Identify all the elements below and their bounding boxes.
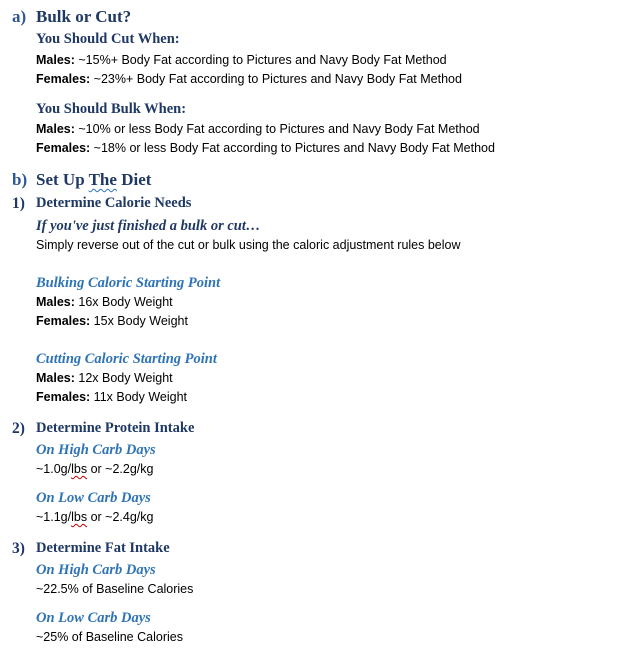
protein-high-heading: On High Carb Days <box>36 442 156 458</box>
protein-low-text <box>36 510 153 524</box>
bulking-males-line <box>36 295 173 309</box>
text-part: ~1.0g/ <box>36 462 72 476</box>
bulking-females-line <box>36 314 188 328</box>
label: Females: <box>36 314 91 328</box>
cutting-males-line <box>36 371 173 385</box>
section-b-title <box>36 170 151 190</box>
section-a-title: Bulk or Cut? <box>36 7 132 26</box>
text-part: or ~2.4g/kg <box>87 510 154 524</box>
cut-females-line <box>36 72 462 86</box>
label: Females: <box>36 72 91 86</box>
title-part: Set Up <box>36 170 89 189</box>
text-part: lbs <box>71 510 88 524</box>
title-part: The <box>88 170 117 189</box>
section-a-marker: a) <box>12 7 27 26</box>
cutting-heading: Cutting Caloric Starting Point <box>36 351 217 367</box>
cut-males-line <box>36 53 447 67</box>
label: Males: <box>36 371 75 385</box>
fat-low-heading: On Low Carb Days <box>36 610 151 626</box>
step-3-marker: 3) <box>12 540 25 557</box>
protein-high-text <box>36 462 153 476</box>
text-part: ~1.1g/ <box>36 510 72 524</box>
text-part: lbs <box>71 462 88 476</box>
cutting-females-line <box>36 390 187 404</box>
value: 16x Body Weight <box>74 295 173 309</box>
value: 11x Body Weight <box>90 390 188 404</box>
finished-heading: If you've just finished a bulk or cut… <box>36 218 261 234</box>
finished-text: Simply reverse out of the cut or bulk using the caloric adjustment rules below <box>36 238 461 252</box>
text-part: or ~2.2g/kg <box>87 462 154 476</box>
bulk-males-line <box>36 122 480 136</box>
protein-low-heading: On Low Carb Days <box>36 490 151 506</box>
fat-low-text: ~25% of Baseline Calories <box>36 630 183 644</box>
label: Females: <box>36 390 91 404</box>
bulk-females-line <box>36 141 495 155</box>
label: Males: <box>36 295 75 309</box>
value: ~23%+ Body Fat according to Pictures and Navy Body Fat Method <box>90 72 462 86</box>
step-2-marker: 2) <box>12 420 25 437</box>
cut-heading: You Should Cut When: <box>36 31 180 47</box>
label: Males: <box>36 53 75 67</box>
step-1-marker: 1) <box>12 195 25 212</box>
fat-high-heading: On High Carb Days <box>36 562 156 578</box>
step-2-title: Determine Protein Intake <box>36 420 195 436</box>
bulking-heading: Bulking Caloric Starting Point <box>36 275 221 291</box>
value: ~10% or less Body Fat according to Pictures and Navy Body Fat Method <box>74 122 480 136</box>
label: Females: <box>36 141 91 155</box>
label: Males: <box>36 122 75 136</box>
step-1-title: Determine Calorie Needs <box>36 195 192 211</box>
value: 15x Body Weight <box>90 314 188 328</box>
fat-high-text: ~22.5% of Baseline Calories <box>36 582 194 596</box>
value: ~15%+ Body Fat according to Pictures and Navy Body Fat Method <box>74 53 447 67</box>
step-3-title: Determine Fat Intake <box>36 540 170 556</box>
section-b-marker: b) <box>12 170 28 189</box>
bulk-heading: You Should Bulk When: <box>36 101 187 117</box>
value: ~18% or less Body Fat according to Pictures and Navy Body Fat Method <box>90 141 495 155</box>
value: 12x Body Weight <box>74 371 173 385</box>
title-part: Diet <box>116 170 152 189</box>
